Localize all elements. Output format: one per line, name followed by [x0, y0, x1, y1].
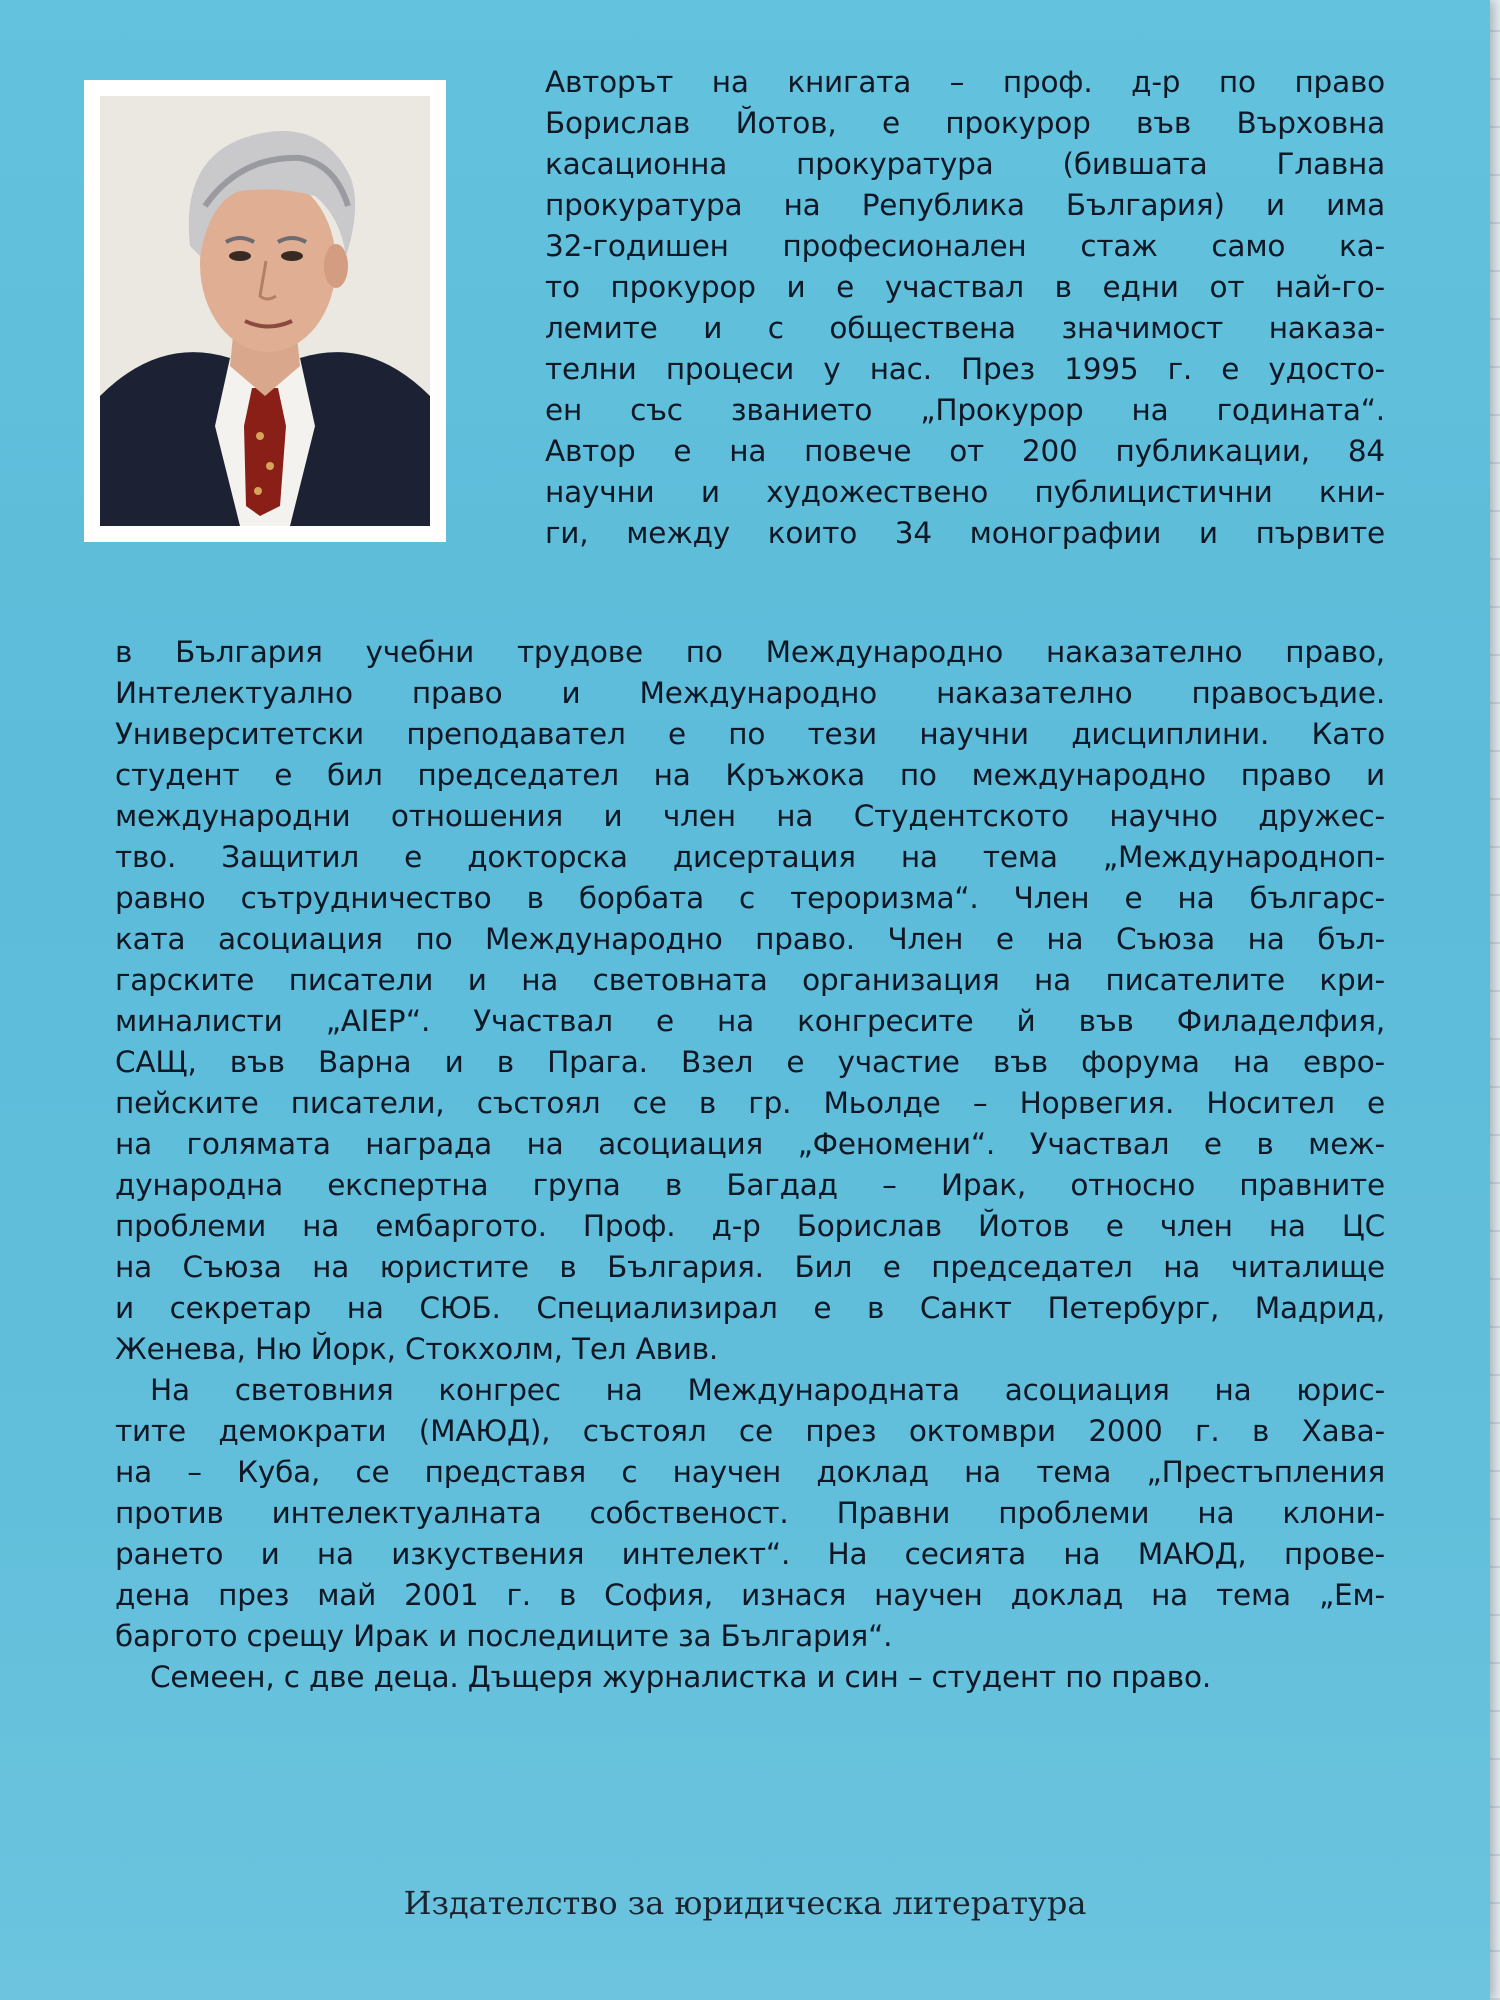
bio-line: в България учебни трудове по Международно наказателно право,: [115, 635, 1385, 669]
author-photo-frame: [84, 80, 446, 542]
bio-line: дена през май 2001 г. в София, изнася научен доклад на тема „Ем-: [115, 1578, 1385, 1612]
bio-line: рането и на изкуствения интелект“. На сесията на МАЮД, прове-: [115, 1537, 1385, 1571]
bio-line: против интелектуалната собственост. Правни проблеми на клони-: [115, 1496, 1385, 1530]
bio-line: международни отношения и член на Студентското научно дружес-: [115, 799, 1385, 833]
bio-line: прокуратура на Република България) и има: [545, 188, 1385, 222]
bio-line: на голямата награда на асоциация „Феномени“. Участвал е в меж-: [115, 1127, 1385, 1161]
bio-line: баргото срещу Ирак и последиците за България“.: [115, 1619, 893, 1653]
bio-line: на Съюза на юристите в България. Бил е председател на читалище: [115, 1250, 1385, 1284]
bio-line: на – Куба, се представя с научен доклад на тема „Престъпления: [115, 1455, 1385, 1489]
bio-line: САЩ, във Варна и в Прага. Взел е участие във форума на евро-: [115, 1045, 1385, 1079]
bio-line: и секретар на СЮБ. Специализирал е в Санкт Петербург, Мадрид,: [115, 1291, 1385, 1325]
bio-line: Авторът на книгата – проф. д-р по право: [545, 65, 1385, 99]
publisher-name: Издателство за юридическа литература: [403, 1884, 1087, 1922]
bio-line: пейските писатели, състоял се в гр. Мьолде – Норвегия. Носител е: [115, 1086, 1385, 1120]
bio-line: Борислав Йотов, е прокурор във Върховна: [545, 106, 1385, 140]
bio-line: Автор е на повече от 200 публикации, 84: [545, 434, 1385, 468]
bio-line: гарските писатели и на световната организация на писателите кри-: [115, 963, 1385, 997]
bio-line: На световния конгрес на Международната асоциация на юрис-: [150, 1373, 1385, 1407]
bio-text-top: [545, 62, 1385, 554]
author-portrait-image: [100, 96, 430, 526]
bio-line: Университетски преподавател е по тези научни дисциплини. Като: [115, 717, 1385, 751]
bio-line: студент е бил председател на Кръжока по международно право и: [115, 758, 1385, 792]
bio-line: ен със званието „Прокурор на годината“.: [545, 393, 1385, 427]
bio-line: телни процеси у нас. През 1995 г. е удосто-: [545, 352, 1385, 386]
bio-line: касационна прокуратура (бившата Главна: [545, 147, 1385, 181]
bio-line: проблеми на ембаргото. Проф. д-р Борислав Йотов е член на ЦС: [115, 1209, 1385, 1243]
bio-line: научни и художествено публицистични кни-: [545, 475, 1385, 509]
bio-line: Женева, Ню Йорк, Стокхолм, Тел Авив.: [115, 1332, 719, 1366]
bio-line: равно сътрудничество в борбата с тероризма“. Член е на българс-: [115, 881, 1385, 915]
bio-line: ги, между които 34 монографии и първите: [545, 516, 1385, 550]
bio-line: миналисти „AIEP“. Участвал е на конгресите й във Филаделфия,: [115, 1004, 1385, 1038]
bio-line: Семеен, с две деца. Дъщеря журналистка и син – студент по право.: [150, 1660, 1212, 1694]
bio-line: лемите и с обществена значимост наказа-: [545, 311, 1385, 345]
bio-line: тво. Защитил е докторска дисертация на тема „Международноп-: [115, 840, 1385, 874]
bio-line: дународна експертна група в Багдад – Ирак, относно правните: [115, 1168, 1385, 1202]
author-photo: [100, 96, 430, 526]
bio-line: то прокурор и е участвал в едни от най-го-: [545, 270, 1385, 304]
bio-line: ката асоциация по Международно право. Член е на Съюза на бъл-: [115, 922, 1385, 956]
bio-line: Интелектуално право и Международно наказателно правосъдие.: [115, 676, 1385, 710]
bio-line: 32-годишен професионален стаж само ка-: [545, 229, 1385, 263]
bio-text-main: [115, 632, 1385, 1698]
bio-line: тите демократи (МАЮД), състоял се през октомври 2000 г. в Хава-: [115, 1414, 1385, 1448]
